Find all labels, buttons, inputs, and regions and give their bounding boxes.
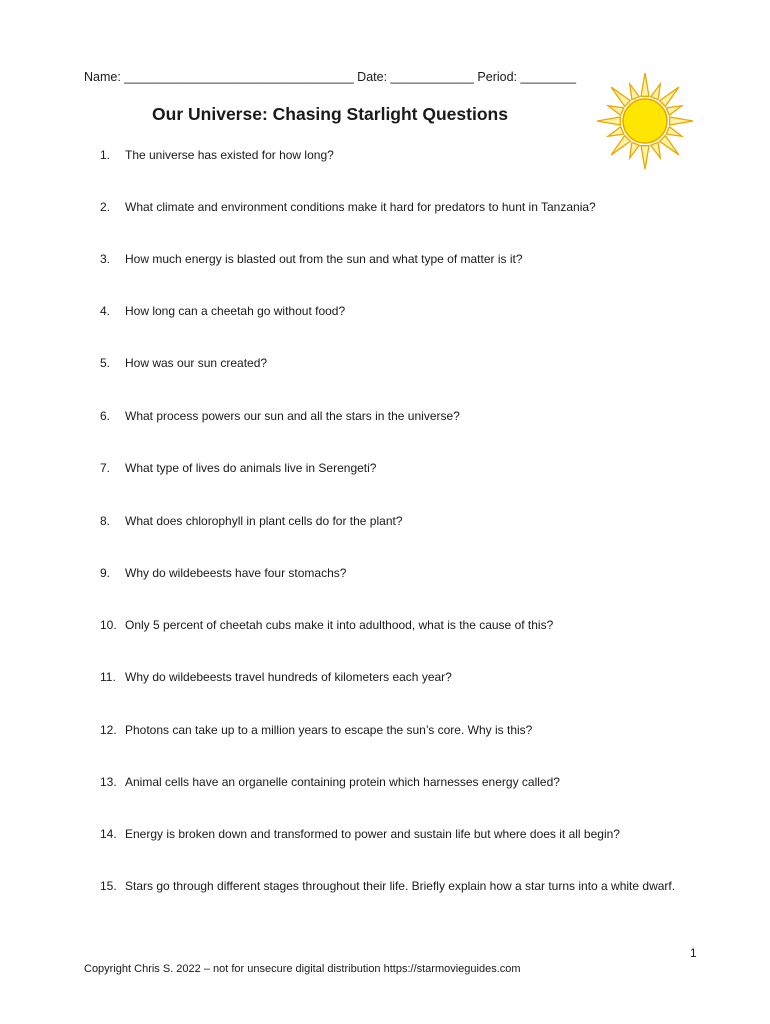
sun-ray	[608, 127, 624, 137]
question-number: 8.	[100, 514, 111, 528]
question-number: 12.	[100, 723, 117, 737]
sun-ray	[651, 84, 661, 100]
question-item	[100, 459, 680, 477]
question-item	[100, 668, 680, 686]
question-text: What type of lives do animals live in Serengeti?	[125, 461, 377, 475]
question-item	[100, 512, 680, 530]
question-number: 11.	[100, 670, 116, 684]
question-item	[100, 721, 680, 739]
copyright-footer: Copyright Chris S. 2022 – not for unsecure digital distribution https://starmovieguides.com	[84, 963, 521, 975]
question-number: 1.	[100, 148, 111, 162]
question-number: 6.	[100, 409, 111, 423]
sun-ray	[641, 73, 649, 96]
page-title: Our Universe: Chasing Starlight Questions	[152, 104, 508, 124]
sun-ray	[597, 117, 620, 125]
question-item	[100, 146, 680, 164]
question-number: 9.	[100, 566, 111, 580]
question-item	[100, 198, 680, 216]
question-item	[100, 773, 680, 791]
question-text: What process powers our sun and all the stars in the universe?	[125, 409, 460, 423]
sun-ray	[608, 106, 624, 116]
question-text: Animal cells have an organelle containing protein which harnesses energy called?	[125, 775, 560, 789]
sun-ray	[666, 127, 682, 137]
question-item	[100, 877, 680, 895]
question-text: Stars go through different stages throughout their life. Briefly explain how a star turns into a white dwarf.	[125, 879, 676, 893]
question-number: 14.	[100, 827, 117, 841]
question-text: Why do wildebeests have four stomachs?	[125, 566, 347, 580]
question-item	[100, 354, 680, 372]
sun-ray	[670, 117, 693, 125]
question-text: What does chlorophyll in plant cells do for the plant?	[125, 514, 403, 528]
question-number: 2.	[100, 200, 111, 214]
question-text: Why do wildebeests travel hundreds of kilometers each year?	[125, 670, 452, 684]
sun-ray	[611, 87, 630, 106]
question-item	[100, 250, 680, 268]
sun-ray	[660, 87, 679, 106]
question-number: 10.	[100, 618, 117, 632]
question-item	[100, 407, 680, 425]
question-number: 13.	[100, 775, 117, 789]
question-number: 7.	[100, 461, 111, 475]
sun-ray	[630, 84, 640, 100]
question-text: What climate and environment conditions make it hard for predators to hunt in Tanzania?	[125, 200, 596, 214]
question-item	[100, 616, 680, 634]
question-number: 3.	[100, 252, 111, 266]
question-text: How was our sun created?	[125, 356, 268, 370]
question-number: 15.	[100, 879, 117, 893]
question-number: 4.	[100, 304, 111, 318]
name-date-period-line: Name: _________________________________ Date: ____________ Period: ________	[84, 70, 577, 84]
sun-ray	[666, 106, 682, 116]
question-item	[100, 302, 680, 320]
question-item	[100, 825, 680, 843]
question-number: 5.	[100, 356, 111, 370]
question-item	[100, 564, 680, 582]
question-text: Energy is broken down and transformed to power and sustain life but where does it all begin?	[125, 827, 620, 841]
question-text: How long can a cheetah go without food?	[125, 304, 346, 318]
question-text: Photons can take up to a million years to escape the sun’s core. Why is this?	[125, 723, 533, 737]
question-text: The universe has existed for how long?	[125, 148, 334, 162]
question-text: How much energy is blasted out from the sun and what type of matter is it?	[125, 252, 523, 266]
page-number: 1	[690, 946, 697, 960]
question-text: Only 5 percent of cheetah cubs make it into adulthood, what is the cause of this?	[125, 618, 554, 632]
